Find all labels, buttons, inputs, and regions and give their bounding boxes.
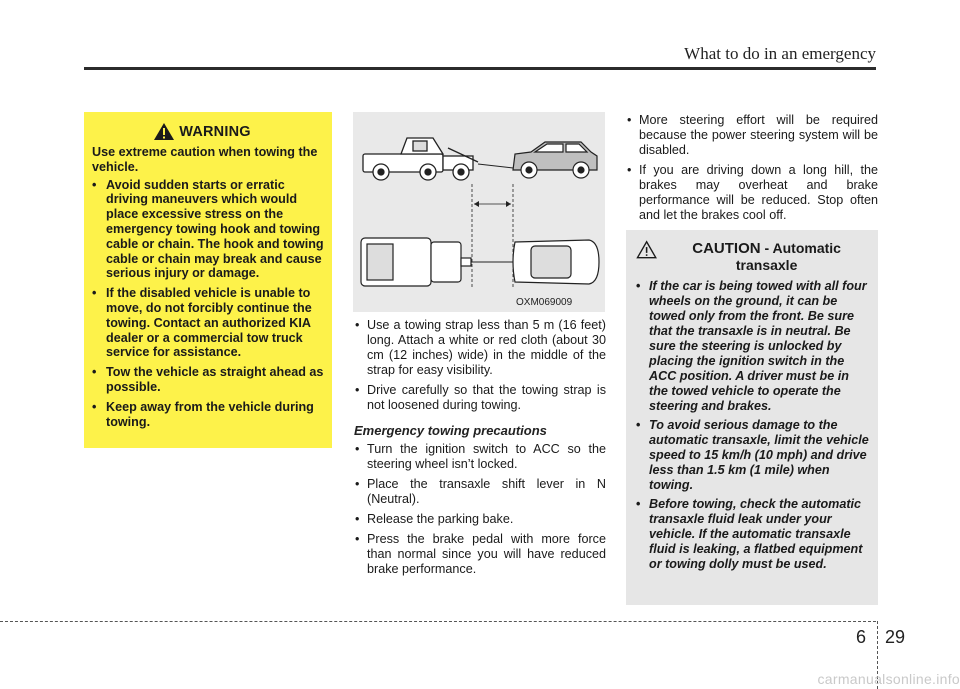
- caution-box: [626, 230, 878, 605]
- caution-item: • To avoid serious damage to the automatic transaxle, limit the vehicle speed to 15 km/h (10 mph) and drive less than 1.5 km (1 mile) when towing.: [636, 418, 870, 493]
- suv-side: [513, 142, 597, 178]
- caution-list: [636, 279, 870, 572]
- warning-box: [84, 112, 332, 448]
- warning-triangle-icon: [153, 122, 175, 141]
- warning-item: • Avoid sudden starts or erratic driving maneuvers which would place excessive stress on the emergency towing hook and towing cable or chain. The hook and towing cable or chain may break and cause serious injury or damage.: [92, 178, 324, 282]
- page-number: 29: [885, 627, 906, 647]
- chapter-number: 6: [856, 627, 867, 647]
- caution-subtitle: - Automatic transaxle: [735, 240, 841, 273]
- caution-item: • If the car is being towed with all four wheels on the ground, it can be towed only from the front. Be sure that the transaxle is in neutral. Be sure the steering is unlocked by placing the ignition switch in the ACC position. A driver must be in the towed vehicle to operate the steering and brakes.: [636, 279, 870, 414]
- list-item: • Use a towing strap less than 5 m (16 feet) long. Attach a white or red cloth (about 30 cm (12 inches) wide) in the middle of the strap for easy visibility.: [354, 318, 606, 378]
- caution-triangle-icon: [636, 240, 657, 259]
- caution-item: • Before towing, check the automatic transaxle fluid leak under your vehicle. If the automatic transaxle fluid is leaking, a flatbed equipment or towing dolly must be used.: [636, 497, 870, 572]
- right-list: [626, 113, 878, 223]
- diagram-code: OXM069009: [516, 297, 573, 308]
- warning-header: [80, 122, 324, 141]
- suv-top: [513, 240, 599, 284]
- list-item: • Turn the ignition switch to ACC so the steering wheel isn’t locked.: [354, 442, 606, 472]
- section-title: What to do in an emergency: [684, 44, 876, 63]
- towing-illustration: [353, 112, 605, 312]
- list-item: • Press the brake pedal with more force than normal since you will have reduced brake performance.: [354, 532, 606, 577]
- subheading: Emergency towing precautions: [354, 423, 547, 438]
- caution-header: [636, 240, 870, 273]
- list-item: • Drive carefully so that the towing strap is not loosened during towing.: [354, 383, 606, 413]
- tow-truck-top: [361, 238, 471, 286]
- list-item: • If you are driving down a long hill, the brakes may overheat and brake performance will be reduced. Stop often and let the brakes cool off.: [626, 163, 878, 223]
- warning-title: WARNING: [179, 123, 251, 140]
- tow-truck-side: [363, 138, 478, 180]
- warning-list: [92, 178, 324, 430]
- warning-item: • If the disabled vehicle is unable to move, do not forcibly continue the towing. Contact an authorized KIA dealer or a commercial tow truck service for assistance.: [92, 286, 324, 360]
- right-column: [626, 113, 878, 228]
- list-item: • Place the transaxle shift lever in N (Neutral).: [354, 477, 606, 507]
- precautions-list: [354, 442, 606, 577]
- footer-rule: [0, 621, 876, 622]
- header-rule: [84, 67, 876, 70]
- watermark: carmanualsonline.info: [817, 671, 960, 687]
- warning-item: • Tow the vehicle as straight ahead as possible.: [92, 365, 324, 395]
- warning-intro: Use extreme caution when towing the vehicle.: [92, 145, 318, 174]
- list-item: • More steering effort will be required because the power steering system will be disabled.: [626, 113, 878, 158]
- list-item: • Release the parking bake.: [354, 512, 606, 527]
- middle-column: [354, 318, 606, 582]
- towing-strap-list: [354, 318, 606, 413]
- warning-item: • Keep away from the vehicle during towing.: [92, 400, 324, 430]
- caution-title: CAUTION: [692, 240, 761, 257]
- towing-diagram: [353, 112, 605, 312]
